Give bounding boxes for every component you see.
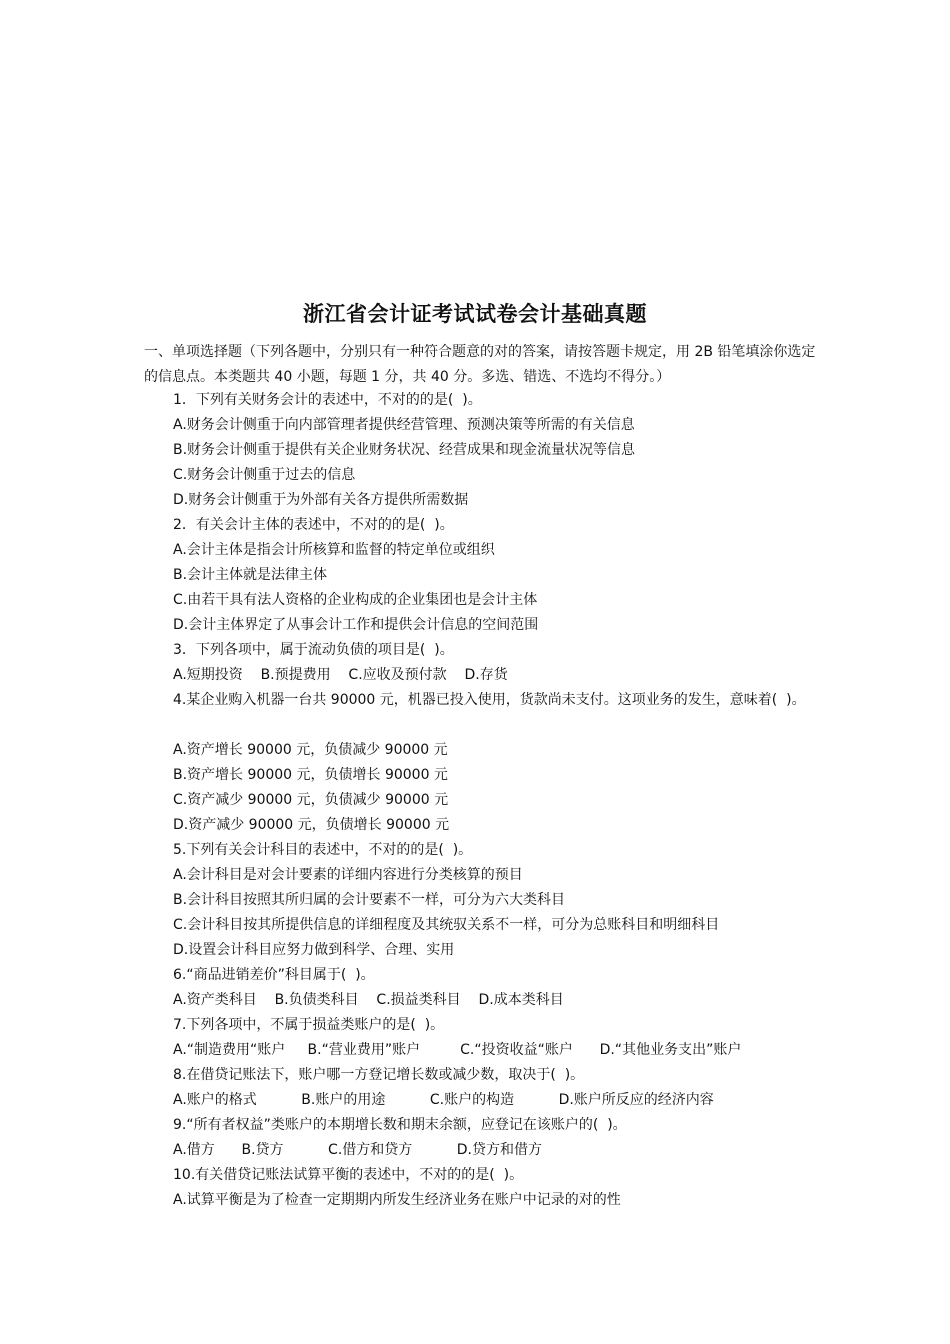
answer-option: D.资产减少 90000 元，负债增长 90000 元 [173, 817, 450, 833]
section-instructions: 一、单项选择题（下列各题中，分别只有一种符合题意的对的答案，请按答题卡规定，用 2B 铅笔填涂你选定的信息点。本类题共 40 小题，每题 1 分，共 40 分。多选、错选、不选均不得分。） [144, 344, 816, 385]
answer-option: D.财务会计侧重于为外部有关各方提供所需数据 [173, 492, 469, 508]
answer-option: A.试算平衡是为了检查一定期期内所发生经济业务在账户中记录的对的性 [173, 1192, 621, 1208]
answer-option: B.资产增长 90000 元，负债增长 90000 元 [173, 767, 448, 783]
question-stem: 3．下列各项中，属于流动负债的项目是( )。 [173, 642, 454, 658]
question-list [173, 388, 873, 1213]
answer-option: A.会计科目是对会计要素的详细内容进行分类核算的预目 [173, 867, 523, 883]
answer-option: A.资产增长 90000 元，负债减少 90000 元 [173, 742, 448, 758]
answer-option: A.会计主体是指会计所核算和监督的特定单位或组织 [173, 542, 495, 558]
answer-option: B.财务会计侧重于提供有关企业财务状况、经营成果和现金流量状况等信息 [173, 442, 636, 458]
question-stem: 4.某企业购入机器一台共 90000 元，机器已投入使用，货款尚未支付。这项业务的发生，意味着( )。 [173, 692, 806, 708]
answer-option: B.会计科目按照其所归属的会计要素不一样，可分为六大类科目 [173, 892, 566, 908]
question-stem: 5.下列有关会计科目的表述中，不对的的是( )。 [173, 842, 473, 858]
blank-line [173, 713, 873, 738]
answer-option: C.会计科目按其所提供信息的详细程度及其统驭关系不一样，可分为总账科目和明细科目 [173, 917, 720, 933]
answer-option: C.由若干具有法人资格的企业构成的企业集团也是会计主体 [173, 592, 538, 608]
answer-option: D.会计主体界定了从事会计工作和提供会计信息的空间范围 [173, 617, 539, 633]
question-stem: 7.下列各项中，不属于损益类账户的是( )。 [173, 1017, 445, 1033]
question-stem: 2．有关会计主体的表述中，不对的的是( )。 [173, 517, 454, 533]
answer-option: A.账户的格式 B.账户的用途 C.账户的构造 D.账户所反应的经济内容 [173, 1092, 714, 1108]
document-title: 浙江省会计证考试试卷会计基础真题 [303, 302, 647, 326]
answer-option: C.资产减少 90000 元，负债减少 90000 元 [173, 792, 449, 808]
question-stem: 9.“所有者权益”类账户的本期增长数和期末余额，应登记在该账户的( )。 [173, 1117, 627, 1133]
question-stem: 10.有关借贷记账法试算平衡的表述中，不对的的是( )。 [173, 1167, 524, 1183]
question-stem: 8.在借贷记账法下，账户哪一方登记增长数或减少数，取决于( )。 [173, 1067, 585, 1083]
answer-option: A.“制造费用“账户 B.“营业费用”账户 C.“投资收益“账户 D.“其他业务支出”账户 [173, 1042, 742, 1058]
answer-option: A.资产类科目 B.负债类科目 C.损益类科目 D.成本类科目 [173, 992, 564, 1008]
answer-option: A.短期投资 B.预提费用 C.应收及预付款 D.存货 [173, 667, 508, 683]
answer-option: B.会计主体就是法律主体 [173, 567, 328, 583]
answer-option: A.财务会计侧重于向内部管理者提供经营管理、预测决策等所需的有关信息 [173, 417, 635, 433]
answer-option: A.借方 B.贷方 C.借方和贷方 D.贷方和借方 [173, 1142, 542, 1158]
question-stem: 6.“商品进销差价”科目属于( )。 [173, 967, 375, 983]
answer-option: C.财务会计侧重于过去的信息 [173, 467, 356, 483]
question-stem: 1．下列有关财务会计的表述中，不对的的是( )。 [173, 392, 482, 408]
answer-option: D.设置会计科目应努力做到科学、合理、实用 [173, 942, 455, 958]
